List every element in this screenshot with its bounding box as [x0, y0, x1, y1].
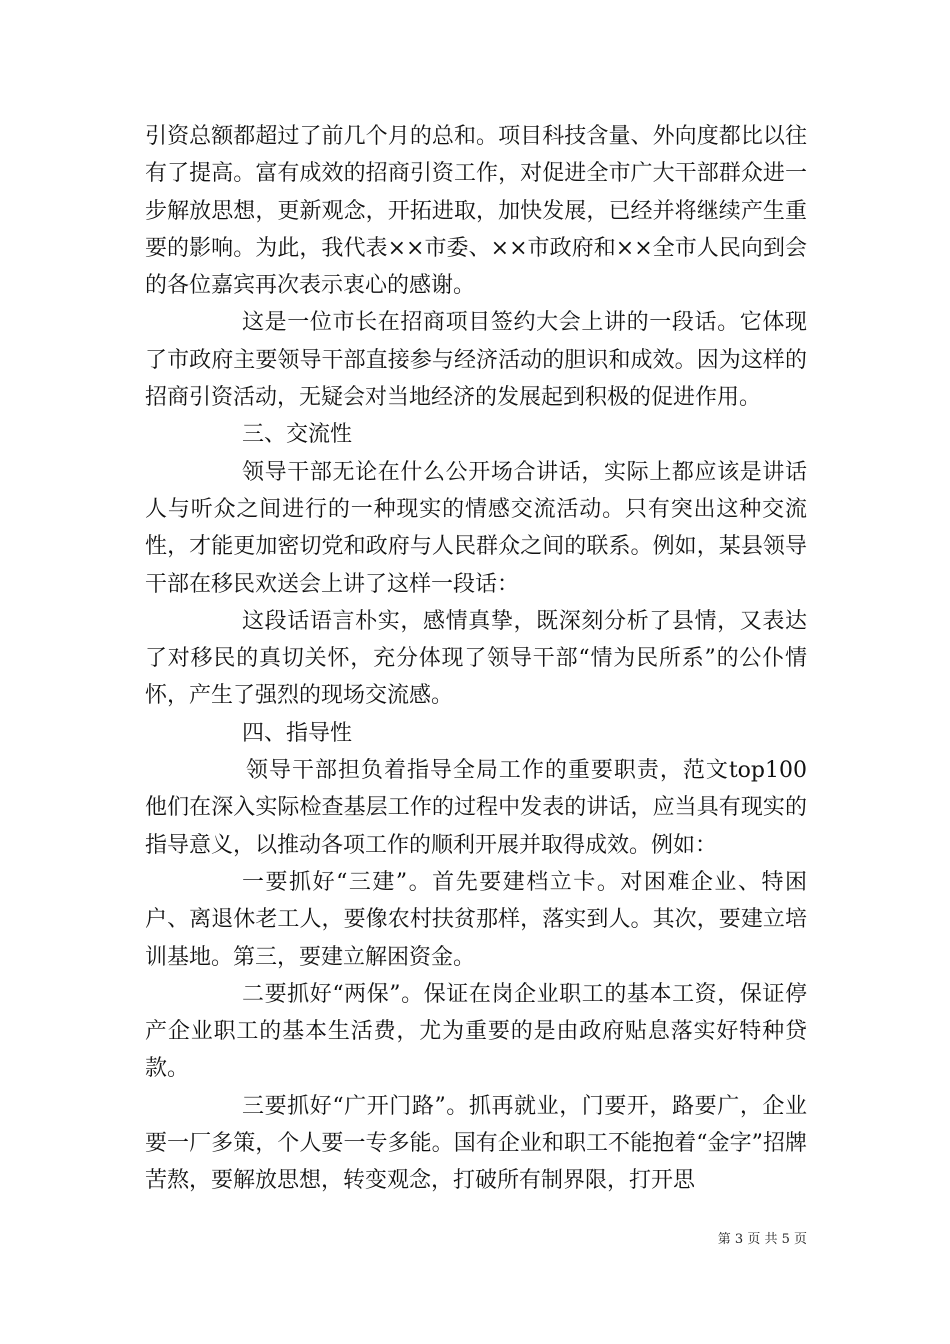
section-heading-guidance: 四、指导性 [242, 720, 353, 746]
paragraph-communication-comment: 这段话语言朴实，感情真挚，既深刻分析了县情，又表达了对移民的真切关怀，充分体现了领导干部“情为民所系”的公仆情怀，产生了强烈的现场交流感。 [145, 608, 807, 709]
paragraph-three-builds: 一要抓好“三建”。首先要建档立卡。对困难企业、特困户、离退休老工人，要像农村扶贫那样，落实到人。其次，要建立培训基地。第三，要建立解困资金。 [145, 869, 807, 970]
paragraph-open-doors: 三要抓好“广开门路”。抓再就业，门要开，路要广，企业要一厂多策，个人要一专多能。国有企业和职工不能抱着“金字”招牌苦熬，要解放思想，转变观念，打破所有制界限，打开思 [145, 1093, 807, 1194]
page-number-footer: 第 3 页 共 5 页 [717, 1232, 807, 1247]
paragraph-mayor-speech-comment: 这是一位市长在招商项目签约大会上讲的一段话。它体现了市政府主要领导干部直接参与经济活动的胆识和成效。因为这样的招商引资活动，无疑会对当地经济的发展起到积极的促进作用。 [145, 310, 807, 411]
section-heading-communication: 三、交流性 [242, 422, 353, 448]
document-body [145, 118, 807, 1200]
paragraph-guidance: 领导干部担负着指导全局工作的重要职责，范文top100他们在深入实际检查基层工作的过程中发表的讲话，应当具有现实的指导意义，以推动各项工作的顺利开展并取得成效。例如： [145, 758, 807, 858]
paragraph-communication: 领导干部无论在什么公开场合讲话，实际上都应该是讲话人与听众之间进行的一种现实的情感交流活动。只有突出这种交流性，才能更加密切党和政府与人民群众之间的联系。例如，某县领导干部在移民欢送会上讲了这样一段话： [145, 459, 807, 597]
paragraph-continuation: 引资总额都超过了前几个月的总和。项目科技含量、外向度都比以往有了提高。富有成效的招商引资工作，对促进全市广大干部群众进一步解放思想，更新观念，开拓进取，加快发展，已经并将继续产生重要的影响。为此，我代表××市委、××市政府和××全市人民向到会的各位嘉宾再次表示衷心的感谢。 [145, 124, 807, 299]
paragraph-two-guarantees: 二要抓好“两保”。保证在岗企业职工的基本工资，保证停产企业职工的基本生活费，尤为重要的是由政府贴息落实好特种贷款。 [145, 981, 807, 1082]
